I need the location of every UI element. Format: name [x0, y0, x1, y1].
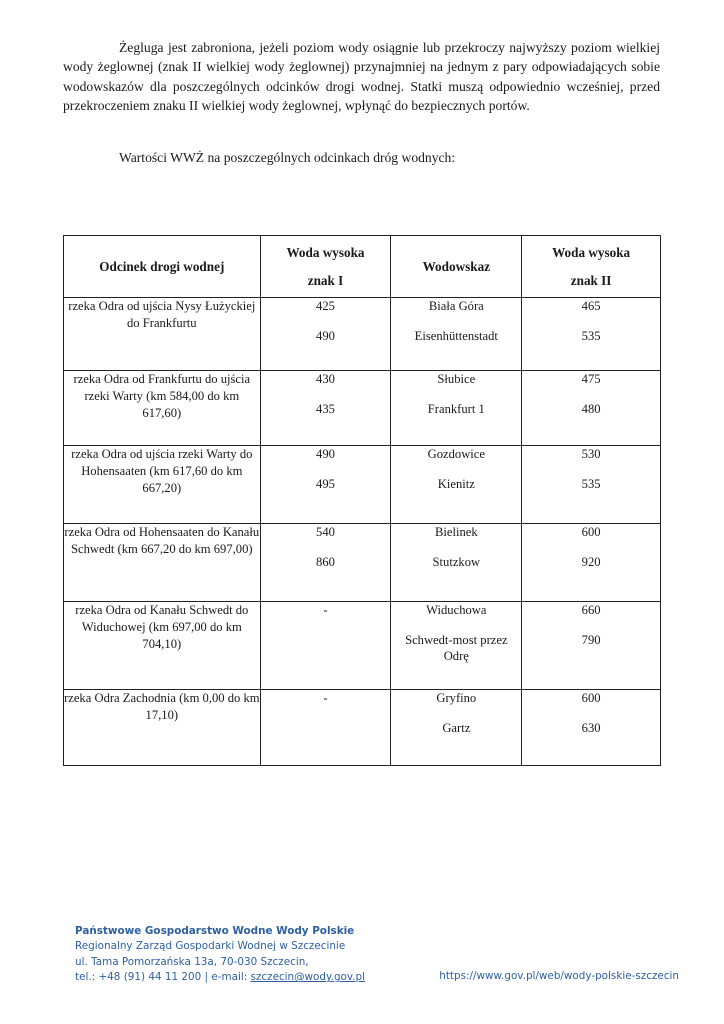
- gauge-name: Gryfino: [436, 691, 477, 705]
- footer-phone: tel.: +48 (91) 44 11 200 | e-mail:: [75, 971, 251, 984]
- gauge-name: Eisenhüttenstadt: [414, 329, 498, 343]
- header-segment: Odcinek drogi wodnej: [64, 236, 261, 298]
- gauge-name: Biała Góra: [428, 299, 484, 313]
- water-levels-table: [63, 235, 661, 766]
- sign2-cell: [522, 371, 661, 446]
- sign1-value: 860: [316, 555, 335, 569]
- table-row: [64, 446, 661, 524]
- footer-contact: [75, 970, 365, 985]
- table-row: [64, 690, 661, 766]
- sign2-value: 535: [581, 477, 601, 491]
- sign2-value: 660: [581, 603, 601, 617]
- sign1-cell: [260, 446, 391, 524]
- sign2-value: 530: [581, 447, 601, 461]
- segment-cell: rzeka Odra od Hohensaaten do Kanału Schwedt (km 667,20 do km 697,00): [64, 524, 261, 602]
- sign1-value: 490: [316, 447, 335, 461]
- gauges-cell: [391, 298, 522, 371]
- gauge-name: Kienitz: [437, 477, 475, 491]
- sign2-value: 790: [581, 633, 601, 647]
- gauges-cell: [391, 371, 522, 446]
- sign2-value: 480: [581, 402, 601, 416]
- table-row: [64, 602, 661, 690]
- gauge-name: Gartz: [442, 721, 471, 735]
- sign1-cell: [260, 298, 391, 371]
- header-sign1: [260, 236, 391, 298]
- gauge-name: Słubice: [437, 372, 476, 386]
- segment-cell: rzeka Odra od ujścia Nysy Łużyckiej do Frankfurtu: [64, 298, 261, 371]
- header-sign1-line1: Woda wysoka: [286, 244, 365, 260]
- paragraph-navigation-ban: Żegluga jest zabroniona, jeżeli poziom wody osiągnie lub przekroczy najwyższy poziom wielkiej wody żeglownej (znak II wielkiej wody żeglownej) przynajmniej na jednym z pary odpowiadających sobie wodowskazów dla poszczególnych odcinków drogi wodnej. Statki muszą odpowiednio wcześniej, przed przekroczeniem znaku II wielkiej wody żeglownej, wpłynąć do bezpiecznych portów.: [63, 40, 660, 114]
- header-sign2-line1: Woda wysoka: [552, 244, 631, 260]
- footer: [75, 924, 365, 986]
- gauge-name: Schwedt-most przez Odrę: [405, 633, 508, 663]
- sign1-value: 490: [316, 329, 335, 343]
- sign1-value: 425: [316, 299, 335, 313]
- gauges-cell: [391, 524, 522, 602]
- sign1-value: 495: [316, 477, 335, 491]
- sign1-cell: [260, 602, 391, 690]
- sign2-value: 535: [581, 329, 601, 343]
- sign2-cell: [522, 602, 661, 690]
- footer-email-link[interactable]: szczecin@wody.gov.pl: [250, 971, 366, 984]
- footer-unit: Regionalny Zarząd Gospodarki Wodnej w Szczecinie: [75, 940, 346, 953]
- sign2-value: 600: [581, 525, 601, 539]
- sign1-value: 540: [316, 525, 335, 539]
- footer-url-link[interactable]: https://www.gov.pl/web/wody-polskie-szczecin: [439, 970, 679, 982]
- sign2-value: 920: [581, 555, 601, 569]
- table-intro: Wartości WWŻ na poszczególnych odcinkach dróg wodnych:: [119, 150, 456, 165]
- header-sign2: [522, 236, 661, 298]
- table-row: [64, 524, 661, 602]
- sign1-value: -: [323, 603, 328, 617]
- sign1-cell: [260, 690, 391, 766]
- gauge-name: Frankfurt 1: [427, 402, 485, 416]
- sign2-value: 630: [581, 721, 601, 735]
- sign1-cell: [260, 524, 391, 602]
- segment-cell: rzeka Odra od Kanału Schwedt do Widuchowej (km 697,00 do km 704,10): [64, 602, 261, 690]
- gauge-name: Widuchowa: [426, 603, 487, 617]
- sign2-cell: [522, 446, 661, 524]
- gauge-name: Stutzkow: [432, 555, 481, 569]
- sign1-value: 430: [316, 372, 335, 386]
- segment-cell: rzeka Odra od ujścia rzeki Warty do Hohensaaten (km 617,60 do km 667,20): [64, 446, 261, 524]
- gauges-cell: [391, 602, 522, 690]
- footer-org: Państwowe Gospodarstwo Wodne Wody Polskie: [75, 925, 355, 937]
- footer-address: ul. Tama Pomorzańska 13a, 70-030 Szczecin,: [75, 955, 309, 968]
- header-gauge: Wodowskaz: [391, 236, 522, 298]
- segment-cell: rzeka Odra Zachodnia (km 0,00 do km 17,10): [64, 690, 261, 766]
- sign2-value: 465: [581, 299, 601, 313]
- table-header-row: [64, 236, 661, 298]
- header-sign2-line2: znak II: [570, 272, 612, 288]
- header-sign1-line2: znak I: [307, 272, 344, 288]
- table-row: [64, 298, 661, 371]
- sign1-value: -: [323, 691, 328, 705]
- table-row: [64, 371, 661, 446]
- sign2-cell: [522, 690, 661, 766]
- sign2-value: 600: [581, 691, 601, 705]
- sign1-cell: [260, 371, 391, 446]
- segment-cell: rzeka Odra od Frankfurtu do ujścia rzeki Warty (km 584,00 do km 617,60): [64, 371, 261, 446]
- sign1-value: 435: [316, 402, 335, 416]
- gauges-cell: [391, 690, 522, 766]
- sign2-cell: [522, 524, 661, 602]
- sign2-value: 475: [581, 372, 601, 386]
- gauge-name: Bielinek: [434, 525, 478, 539]
- gauge-name: Gozdowice: [427, 447, 485, 461]
- sign2-cell: [522, 298, 661, 371]
- gauges-cell: [391, 446, 522, 524]
